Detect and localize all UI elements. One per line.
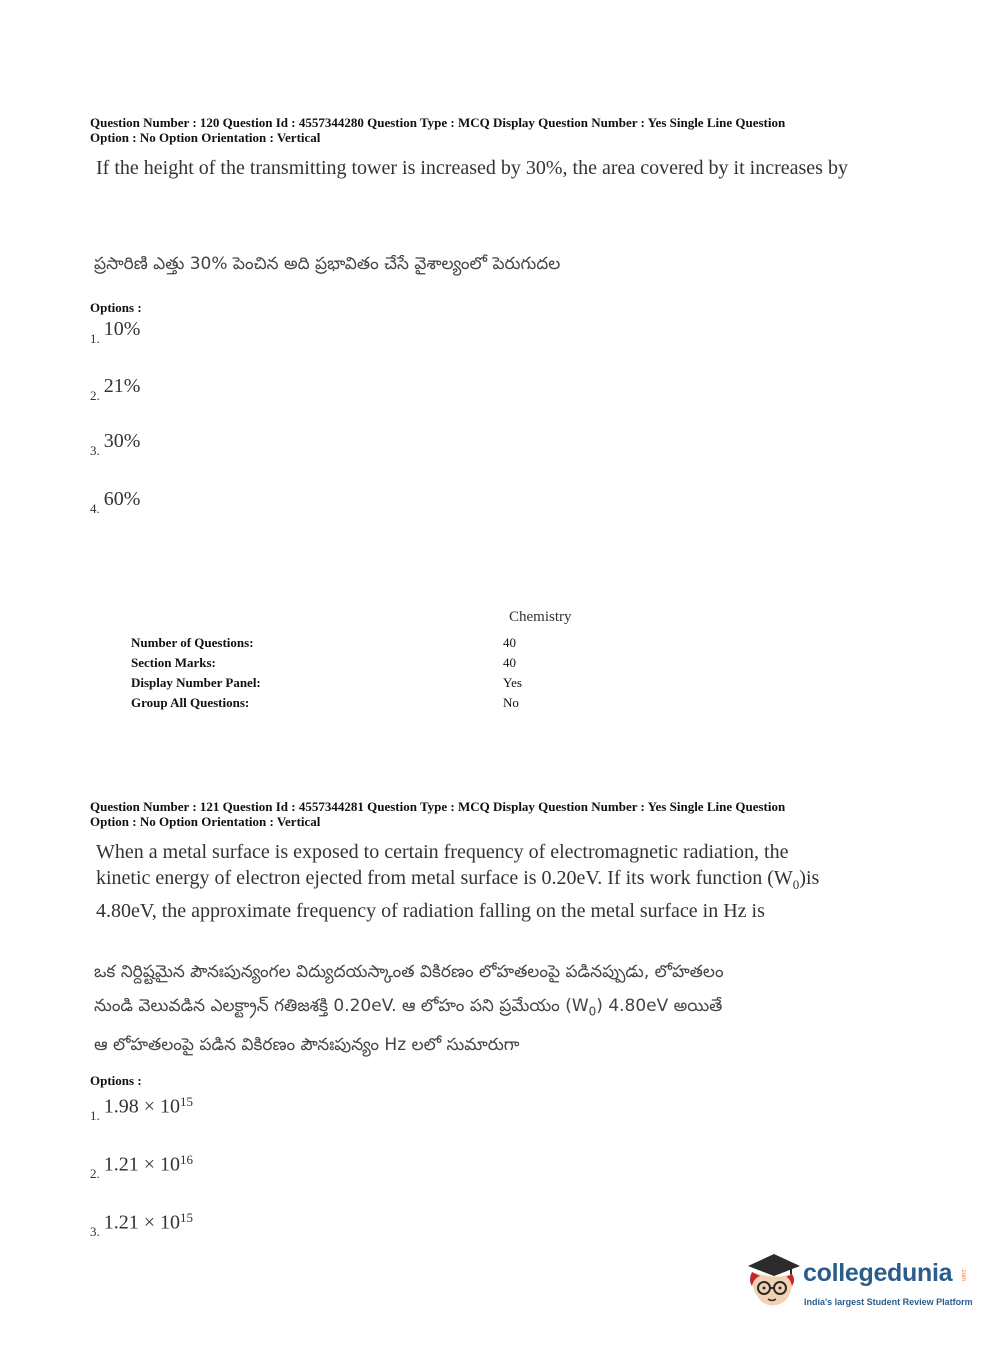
question-meta-line: Option : No Option Orientation : Vertical — [90, 814, 321, 829]
option-item[interactable] — [90, 375, 140, 404]
option-text: 1.21 × 10 — [103, 1153, 181, 1176]
question-meta-line: Question Number : 121 Question Id : 4557344281 Question Type : MCQ Display Question Number : Yes Single Line Question — [90, 799, 786, 814]
question-meta-line: Option : No Option Orientation : Vertical — [90, 130, 321, 145]
question-text-line: ఒక నిర్దిష్టమైన పౌనఃపున్యంగల విద్యుదయస్కాంత వికిరణం లోహతలంపై పడినప్పుడు, లోహతలం — [94, 962, 724, 982]
logo-com: .com — [960, 1268, 966, 1282]
option-item[interactable] — [90, 1152, 193, 1182]
option-number: 1. — [90, 331, 100, 346]
option-item[interactable] — [90, 1094, 193, 1124]
question-text-line — [96, 865, 896, 898]
subscript: 0 — [588, 1004, 597, 1019]
section-info-label: Group All Questions: — [131, 695, 250, 710]
question-meta — [90, 799, 910, 829]
option-number: 1. — [90, 1108, 100, 1124]
option-text: 30% — [103, 430, 141, 452]
option-item[interactable] — [90, 1210, 193, 1240]
subscript: 0 — [792, 877, 800, 892]
question-text-telugu: ప్రసారిణి ఎత్తు 30% పెంచిన అది ప్రభావితం చేసే వైశాల్యంలో పెరుగుదల — [94, 254, 561, 274]
option-item[interactable] — [90, 430, 140, 459]
option-text: 1.98 × 10 — [103, 1095, 181, 1118]
section-info-value: Yes — [503, 675, 522, 690]
option-text: 1.21 × 10 — [103, 1211, 181, 1234]
logo-text: collegedunia — [803, 1259, 953, 1287]
question-text-line: When a metal surface is exposed to certain frequency of electromagnetic radiation, the — [96, 841, 789, 863]
text-segment: kinetic energy of electron ejected from metal surface is 0.20eV. If its work function (W — [96, 867, 793, 889]
option-number: 3. — [90, 443, 100, 458]
question-text-line — [94, 989, 894, 1028]
option-exponent: 16 — [180, 1152, 194, 1167]
options-label: Options : — [90, 300, 142, 315]
collegedunia-logo[interactable] — [742, 1250, 972, 1320]
option-number: 2. — [90, 388, 100, 403]
text-segment: )is — [799, 867, 820, 889]
question-meta — [90, 115, 910, 145]
section-info-value: 40 — [503, 635, 516, 650]
mascot-icon — [742, 1250, 802, 1310]
logo-tagline: India's largest Student Review Platform — [804, 1297, 973, 1307]
section-info-value: No — [503, 695, 519, 710]
question-meta-line: Question Number : 120 Question Id : 4557344280 Question Type : MCQ Display Question Number : Yes Single Line Question — [90, 115, 786, 130]
option-exponent: 15 — [180, 1094, 194, 1109]
section-info-label: Display Number Panel: — [131, 675, 261, 690]
text-segment: నుండి వెలువడిన ఎలక్ట్రాన్ గతిజశక్తి 0.20eV. ఆ లోహం పని ప్రమేయం (W — [94, 996, 589, 1016]
option-number: 4. — [90, 501, 100, 516]
question-text-line: 4.80eV, the approximate frequency of radiation falling on the metal surface in Hz is — [96, 900, 765, 922]
option-text: 60% — [103, 488, 141, 510]
option-exponent: 15 — [180, 1210, 194, 1225]
section-info-label: Number of Questions: — [131, 635, 254, 650]
option-number: 3. — [90, 1224, 100, 1240]
option-text: 21% — [103, 375, 141, 397]
question-text-english — [96, 839, 896, 924]
option-text: 10% — [103, 318, 141, 340]
question-text-english: If the height of the transmitting tower is increased by 30%, the area covered by it increases by — [96, 157, 848, 179]
options-label: Options : — [90, 1073, 142, 1088]
option-item[interactable] — [90, 318, 140, 347]
text-segment: ) 4.80eV అయితే — [596, 996, 723, 1016]
section-info-label: Section Marks: — [131, 655, 216, 670]
option-item[interactable] — [90, 488, 140, 517]
question-text-line: ఆ లోహతలంపై పడిన వికిరణం పౌనఃపున్యం Hz లలో సుమారుగా — [94, 1035, 520, 1056]
question-text-telugu — [94, 955, 894, 1062]
section-title: Chemistry — [509, 609, 572, 625]
section-info-value: 40 — [503, 655, 516, 670]
option-number: 2. — [90, 1166, 100, 1182]
